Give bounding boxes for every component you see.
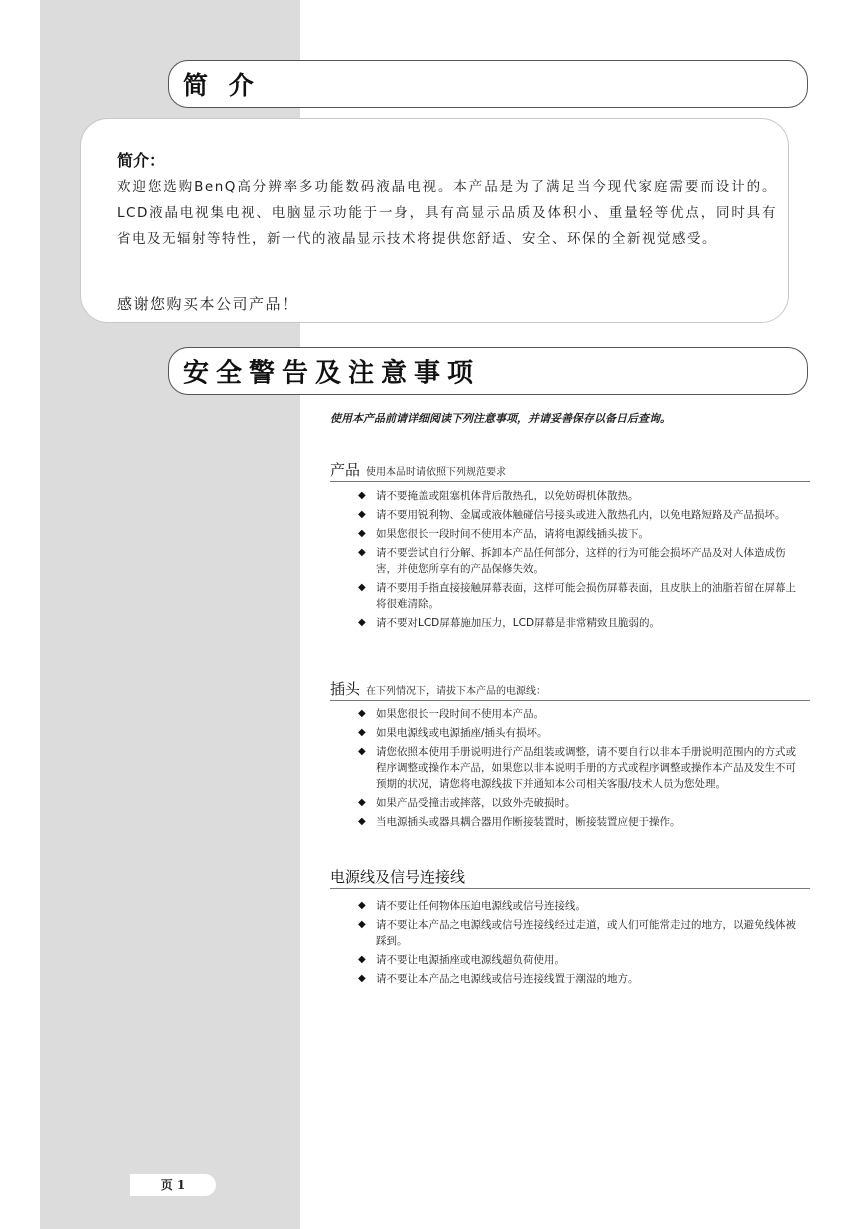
section-subtitle: 在下列情况下，请拔下本产品的电源线： [366, 686, 547, 697]
list-item [358, 526, 804, 542]
section-header-cables [330, 866, 810, 889]
list-item [358, 545, 804, 577]
list-item [358, 744, 804, 792]
diamond-bullet-icon: ◆ [358, 973, 366, 984]
diamond-bullet-icon: ◆ [358, 617, 366, 628]
diamond-bullet-icon: ◆ [358, 509, 366, 520]
cable-rules-list [358, 898, 804, 990]
list-item [358, 706, 804, 722]
list-item-text: 请您依照本使用手册说明进行产品组装或调整，请不要自行以非本手册说明范围内的方式或程序调整或操作本产品，如果您以非本说明手册的方式或程序调整或操作本产品及发生不可预期的状况，请您将电源线拔下并通知本公司相关客服/技术人员为您处理。 [376, 746, 796, 790]
section-subtitle: 使用本品时请依照下列规范要求 [366, 467, 507, 478]
list-item [358, 580, 804, 612]
intro-paragraph: 欢迎您选购BenQ高分辨率多功能数码液晶电视。本产品是为了满足当今现代家庭需要而设计的。LCD液晶电视集电视、电脑显示功能于一身，具有高显示品质及体积小、重量轻等优点，同时具有省电及无辐射等特性，新一代的液晶显示技术将提供您舒适、安全、环保的全新视觉感受。 [117, 179, 777, 247]
list-item-text: 请不要对LCD屏幕施加压力，LCD屏幕是非常精致且脆弱的。 [376, 617, 661, 629]
diamond-bullet-icon: ◆ [358, 547, 366, 558]
list-item-text: 请不要掩盖或阻塞机体背后散热孔，以免妨碍机体散热。 [376, 490, 639, 502]
diamond-bullet-icon: ◆ [358, 528, 366, 539]
intro-heading-box [168, 60, 808, 108]
section-header-plug [330, 678, 810, 701]
diamond-bullet-icon: ◆ [358, 919, 366, 930]
intro-heading: 简 介 [183, 71, 260, 100]
list-item [358, 615, 804, 631]
list-item-text: 请不要让本产品之电源线或信号连接线经过走道，或人们可能常走过的地方，以避免线体被踩到。 [376, 919, 796, 947]
section-title: 插头 [330, 680, 361, 698]
diamond-bullet-icon: ◆ [358, 708, 366, 719]
diamond-bullet-icon: ◆ [358, 797, 366, 808]
list-item [358, 971, 804, 987]
diamond-bullet-icon: ◆ [358, 582, 366, 593]
safety-heading-box [168, 347, 808, 395]
section-title: 电源线及信号连接线 [330, 868, 466, 886]
section-title: 产品 [330, 461, 361, 479]
diamond-bullet-icon: ◆ [358, 954, 366, 965]
list-item [358, 917, 804, 949]
list-item-text: 如果电源线或电源插座/插头有损坏。 [376, 727, 548, 739]
list-item [358, 814, 804, 830]
safety-intro: 使用本产品前请详细阅读下列注意事项，并请妥善保存以备日后查询。 [330, 412, 671, 425]
diamond-bullet-icon: ◆ [358, 490, 366, 501]
intro-thanks: 感谢您购买本公司产品！ [117, 295, 299, 313]
list-item [358, 725, 804, 741]
diamond-bullet-icon: ◆ [358, 746, 366, 757]
list-item-text: 当电源插头或器具耦合器用作断接装置时，断接装置应便于操作。 [376, 816, 681, 828]
list-item-text: 如果产品受撞击或摔落，以致外壳破损时。 [376, 797, 576, 809]
plug-rules-list [358, 706, 804, 833]
page-number: 页 1 [130, 1174, 216, 1196]
list-item-text: 请不要用手指直接接触屏幕表面，这样可能会损伤屏幕表面，且皮肤上的油脂若留在屏幕上将很难清除。 [376, 582, 796, 610]
diamond-bullet-icon: ◆ [358, 727, 366, 738]
list-item [358, 952, 804, 968]
list-item-text: 请不要尝试自行分解、拆卸本产品任何部分，这样的行为可能会损坏产品及对人体造成伤害，并使您所享有的产品保修失效。 [376, 547, 786, 575]
intro-title: 简介： [117, 151, 166, 170]
list-item-text: 如果您很长一段时间不使用本产品，请将电源线插头拔下。 [376, 528, 649, 540]
list-item-text: 请不要让电源插座或电源线超负荷使用。 [376, 954, 565, 966]
list-item [358, 488, 804, 504]
safety-heading: 安全警告及注意事项 [183, 358, 481, 389]
list-item-text: 请不要用锐利物、金属或液体触碰信号接头或进入散热孔内，以免电路短路及产品损坏。 [376, 509, 786, 521]
section-header-product [330, 459, 810, 482]
product-rules-list [358, 488, 804, 634]
list-item-text: 如果您很长一段时间不使用本产品。 [376, 708, 544, 720]
list-item-text: 请不要让任何物体压迫电源线或信号连接线。 [376, 900, 586, 912]
diamond-bullet-icon: ◆ [358, 900, 366, 911]
list-item [358, 898, 804, 914]
diamond-bullet-icon: ◆ [358, 816, 366, 827]
list-item-text: 请不要让本产品之电源线或信号连接线置于潮湿的地方。 [376, 973, 639, 985]
list-item [358, 507, 804, 523]
list-item [358, 795, 804, 811]
